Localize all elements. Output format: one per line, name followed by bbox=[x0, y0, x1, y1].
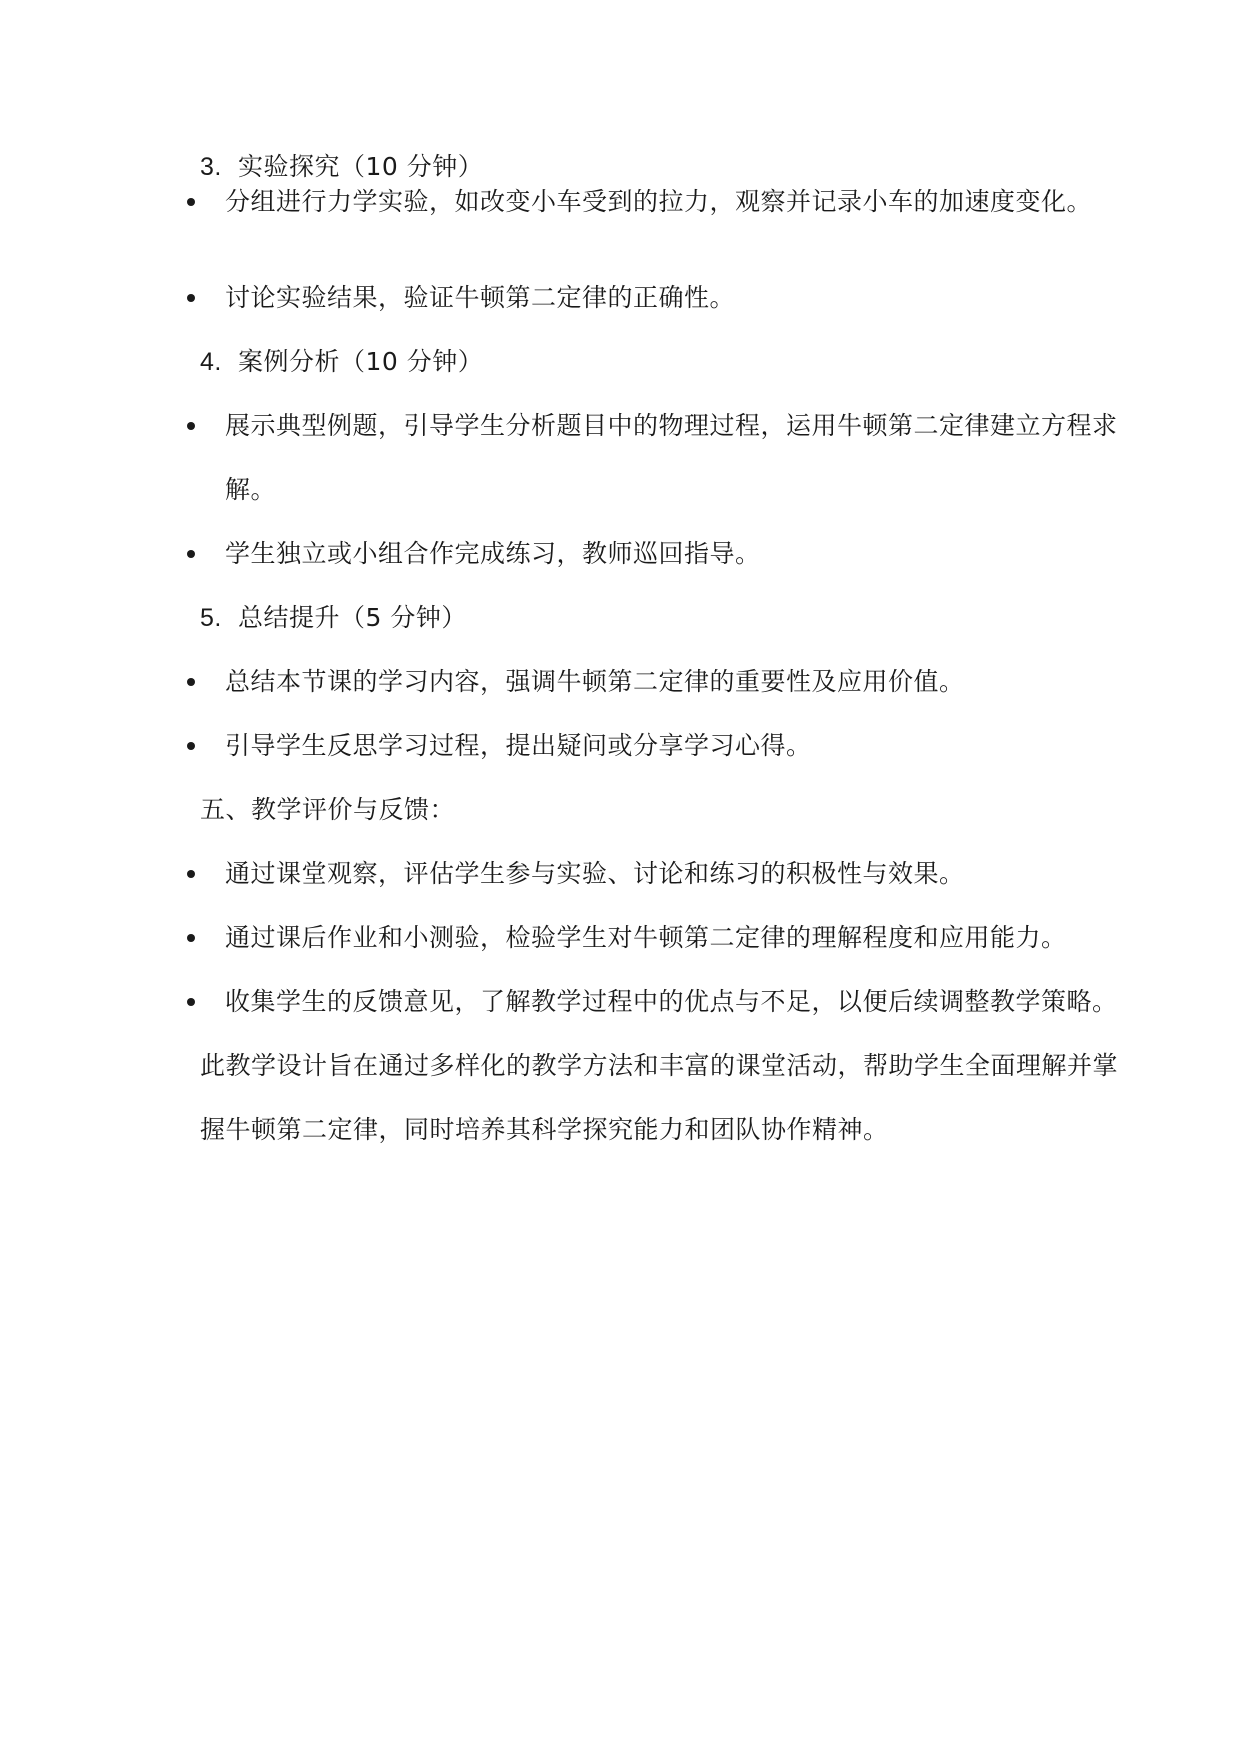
section-heading-4 bbox=[200, 346, 483, 378]
bullet-dot-icon bbox=[187, 870, 195, 878]
list-item: 展示典型例题，引导学生分析题目中的物理过程，运用牛顿第二定律建立方程求 bbox=[225, 411, 1118, 440]
bullet-dot-icon bbox=[187, 198, 195, 206]
bullet-dot-icon bbox=[187, 422, 195, 430]
bullet-dot-icon bbox=[187, 678, 195, 686]
section-title: 总结提升（5 分钟） bbox=[238, 603, 467, 632]
list-item: 总结本节课的学习内容，强调牛顿第二定律的重要性及应用价值。 bbox=[225, 667, 965, 696]
bullet-dot-icon bbox=[187, 934, 195, 942]
bullet-dot-icon bbox=[187, 294, 195, 302]
section-title: 实验探究（10 分钟） bbox=[238, 152, 484, 181]
list-item: 引导学生反思学习过程，提出疑问或分享学习心得。 bbox=[225, 731, 812, 760]
conclusion-paragraph-line: 握牛顿第二定律，同时培养其科学探究能力和团队协作精神。 bbox=[200, 1115, 889, 1144]
bullet-dot-icon bbox=[187, 742, 195, 750]
section-number: 3. bbox=[200, 153, 222, 181]
list-item: 讨论实验结果，验证牛顿第二定律的正确性。 bbox=[225, 283, 736, 312]
section-number: 4. bbox=[200, 348, 222, 376]
bullet-dot-icon bbox=[187, 998, 195, 1006]
list-item-continuation: 解。 bbox=[225, 475, 277, 504]
section-number: 5. bbox=[200, 604, 222, 632]
list-item: 分组进行力学实验，如改变小车受到的拉力，观察并记录小车的加速度变化。 bbox=[225, 187, 1093, 216]
section-heading-3 bbox=[200, 151, 483, 183]
conclusion-paragraph-line: 此教学设计旨在通过多样化的教学方法和丰富的课堂活动，帮助学生全面理解并掌 bbox=[200, 1051, 1119, 1080]
section-title: 案例分析（10 分钟） bbox=[238, 347, 484, 376]
list-item: 通过课堂观察，评估学生参与实验、讨论和练习的积极性与效果。 bbox=[225, 859, 965, 888]
list-item: 学生独立或小组合作完成练习，教师巡回指导。 bbox=[225, 539, 761, 568]
bullet-dot-icon bbox=[187, 550, 195, 558]
list-item: 收集学生的反馈意见，了解教学过程中的优点与不足，以便后续调整教学策略。 bbox=[225, 987, 1118, 1016]
evaluation-heading: 五、教学评价与反馈： bbox=[200, 795, 456, 824]
section-heading-5 bbox=[200, 602, 467, 634]
list-item: 通过课后作业和小测验，检验学生对牛顿第二定律的理解程度和应用能力。 bbox=[225, 923, 1067, 952]
